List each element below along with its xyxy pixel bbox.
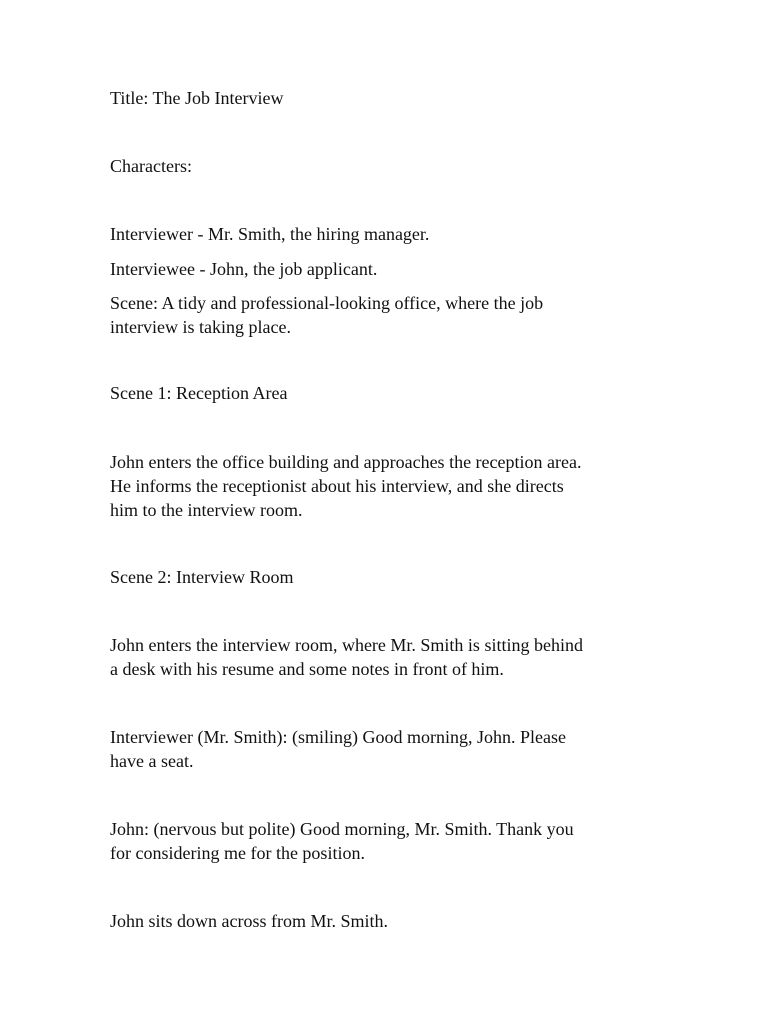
script-title: Title: The Job Interview [110, 88, 284, 108]
scene-2-heading: Scene 2: Interview Room [110, 567, 294, 587]
interviewer-character-line: Interviewer - Mr. Smith, the hiring manager. [110, 224, 430, 244]
john-dialogue: John: (nervous but polite) Good morning, Mr. Smith. Thank you for considering me for the position. [110, 819, 574, 863]
scene-1-heading: Scene 1: Reception Area [110, 383, 288, 403]
interviewee-character-line: Interviewee - John, the job applicant. [110, 259, 378, 279]
characters-heading: Characters: [110, 156, 192, 176]
action-line: John sits down across from Mr. Smith. [110, 911, 389, 931]
scene-1-paragraph: John enters the office building and approaches the reception area. He informs the receptionist about his interview, and she directs him to the interview room. [110, 452, 582, 520]
interviewer-dialogue: Interviewer (Mr. Smith): (smiling) Good morning, John. Please have a seat. [110, 727, 566, 771]
scene-description: Scene: A tidy and professional-looking office, where the job interview is taking place. [110, 293, 544, 337]
scene-2-paragraph: John enters the interview room, where Mr. Smith is sitting behind a desk with his resume and some notes in front of him. [110, 635, 583, 679]
